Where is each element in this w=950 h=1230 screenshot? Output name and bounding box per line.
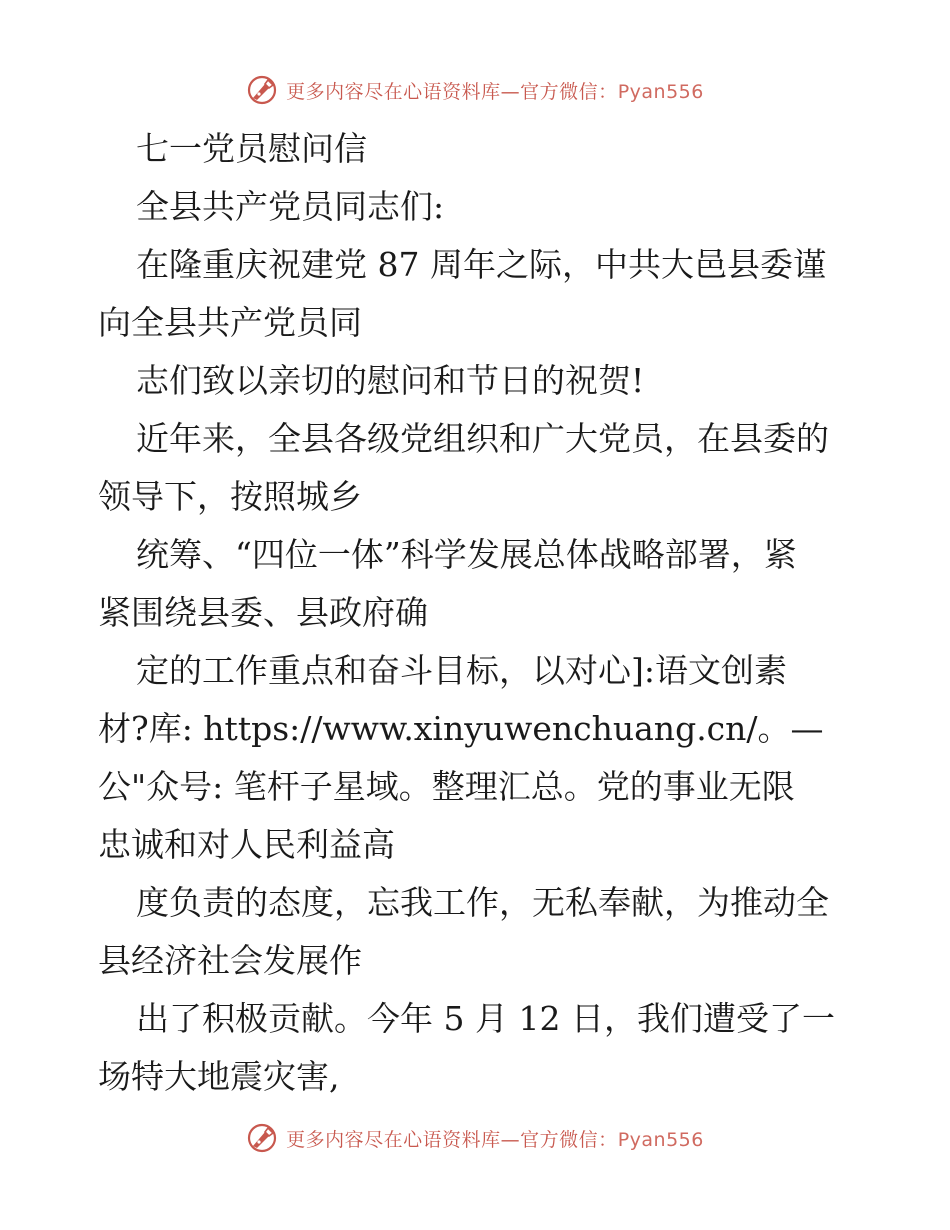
text-line: 统筹、“四位一体”科学发展总体战略部署，紧 [136, 535, 797, 574]
page-footer [0, 1118, 950, 1158]
text-line: 出了积极贡献。今年 5 月 12 日，我们遭受了一 [136, 999, 835, 1038]
text-line: 材?库: https://www.xinyuwenchuang.cn/。— [98, 709, 824, 748]
text-line: 志们致以亲切的慰问和节日的祝贺! [136, 361, 645, 400]
footer-banner-text [286, 1125, 704, 1152]
text-line: 领导下，按照城乡 [98, 477, 362, 516]
text-line: 近年来，全县各级党组织和广大党员，在县委的 [136, 419, 829, 458]
banner-sep: — [500, 1128, 521, 1151]
banner-main: 更多内容尽在心语资料库 [286, 80, 501, 103]
banner-id: Pyan556 [617, 80, 704, 103]
pen-nib-icon [246, 74, 278, 106]
text-line: 全县共产党员同志们: [136, 187, 445, 226]
text-line: 忠诚和对人民利益高 [98, 825, 395, 864]
banner-official: 官方微信： [520, 80, 618, 103]
banner-official: 官方微信： [520, 1128, 618, 1151]
page-header [0, 70, 950, 110]
text-line: 七一党员慰问信 [136, 129, 367, 168]
header-banner-text [286, 77, 704, 104]
text-line: 定的工作重点和奋斗目标，以对心]:语文创素 [136, 651, 787, 690]
text-line: 度负责的态度，忘我工作，无私奉献，为推动全 [136, 883, 829, 922]
text-line: 公"众号: 笔杆子星域。整理汇总。党的事业无限 [98, 767, 795, 806]
text-line: 县经济社会发展作 [98, 941, 362, 980]
document-body [98, 120, 858, 1106]
text-line: 紧围绕县委、县政府确 [98, 593, 428, 632]
banner-sep: — [500, 80, 521, 103]
banner-main: 更多内容尽在心语资料库 [286, 1128, 501, 1151]
pen-nib-icon [246, 1122, 278, 1154]
banner-id: Pyan556 [617, 1128, 704, 1151]
text-line: 向全县共产党员同 [98, 303, 362, 342]
text-line: 在隆重庆祝建党 87 周年之际，中共大邑县委谨 [136, 245, 826, 284]
text-line: 场特大地震灾害, [98, 1057, 340, 1096]
